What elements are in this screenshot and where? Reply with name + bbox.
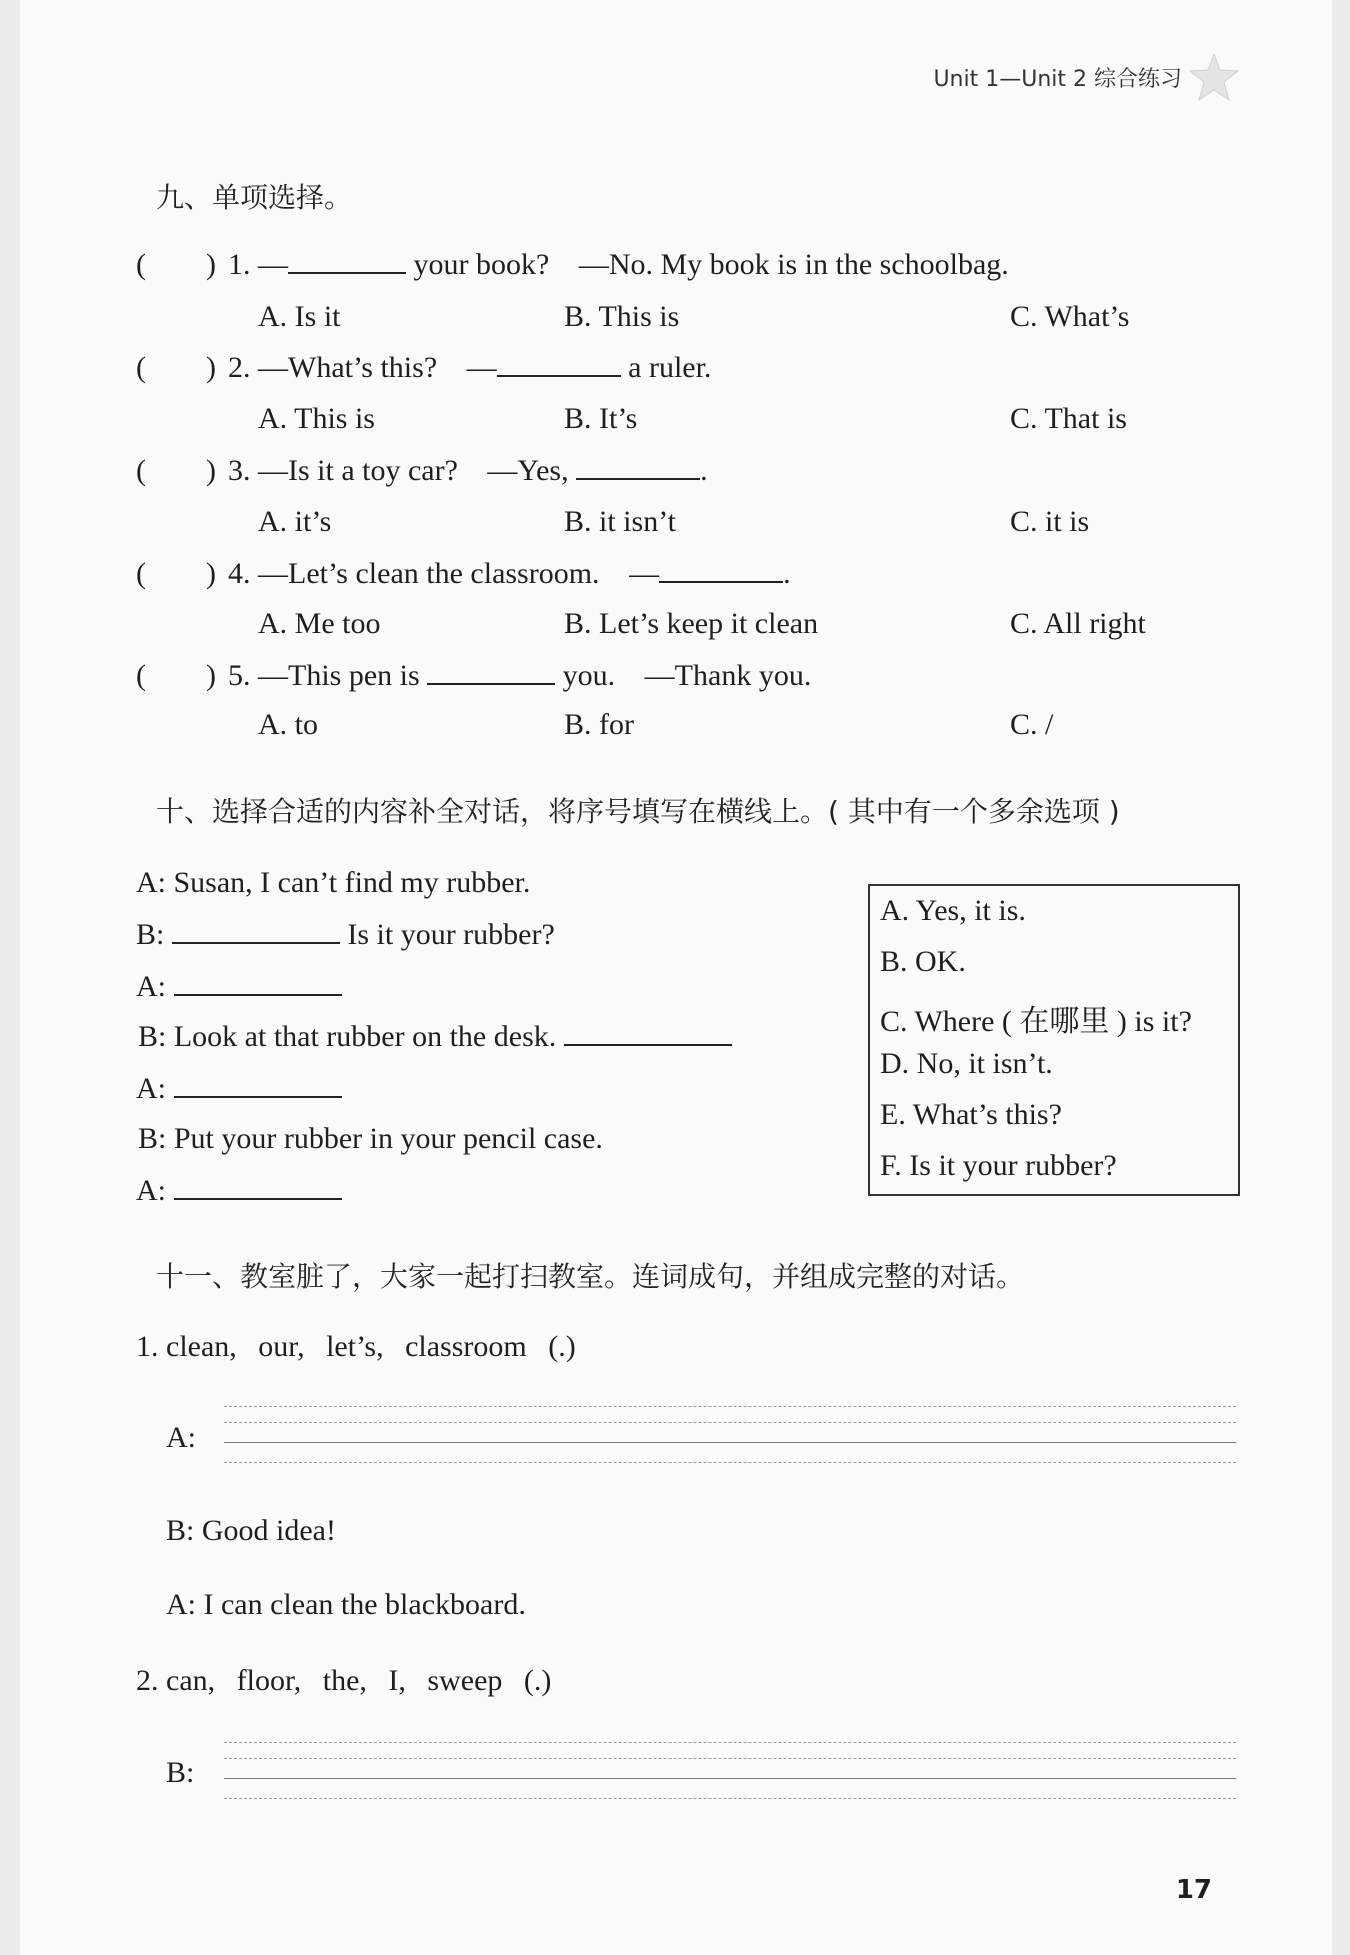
section-9-title: 九、单项选择。 [156, 181, 353, 214]
question-1: 1. — your book? —No. My book is in the schoolbag. [228, 248, 1009, 281]
option-4a: A. Me too [258, 607, 381, 640]
page-number: 17 [1175, 1875, 1212, 1905]
option-1b: B. This is [564, 300, 680, 333]
option-3a: A. it’s [258, 505, 332, 538]
option-box-b: B. OK. [880, 945, 966, 978]
dialog-line-2: B: Is it your rubber? [136, 918, 555, 951]
option-5a: A. to [258, 708, 318, 741]
page-header: Unit 1—Unit 2 综合练习 [933, 67, 1182, 92]
dialog-blank-3[interactable] [564, 1020, 732, 1046]
dialog-blank-5[interactable] [174, 1174, 342, 1200]
option-1c: C. What’s [1010, 300, 1130, 333]
q11-2-writing-lines[interactable] [224, 1742, 1236, 1806]
dialog-blank-2[interactable] [174, 970, 342, 996]
q11-1-answer-label: A: [166, 1421, 196, 1454]
dialog-line-4: B: Look at that rubber on the desk. [138, 1020, 732, 1054]
dialog-line-5: A: [136, 1072, 342, 1106]
dialog-blank-4[interactable] [174, 1072, 342, 1098]
option-5b: B. for [564, 708, 634, 741]
dialog-line-6: B: Put your rubber in your pencil case. [138, 1122, 603, 1155]
blank-5[interactable] [427, 659, 555, 685]
option-2a: A. This is [258, 402, 375, 435]
dialog-line-7: A: [136, 1174, 342, 1208]
option-box-a: A. Yes, it is. [880, 894, 1026, 927]
section-10-title: 十、选择合适的内容补全对话，将序号填写在横线上。( 其中有一个多余选项 ) [156, 795, 1120, 828]
question-5: 5. —This pen is you. —Thank you. [228, 659, 812, 692]
answer-paren-4[interactable]: ( ) [136, 557, 216, 590]
dialog-b-good-idea: B: Good idea! [166, 1514, 336, 1547]
star-icon [1188, 52, 1240, 102]
dialog-a-blackboard: A: I can clean the blackboard. [166, 1588, 526, 1621]
question-2: 2. —What’s this? — a ruler. [228, 351, 712, 384]
option-2b: B. It’s [564, 402, 638, 435]
option-4c: C. All right [1010, 607, 1146, 640]
option-box-c: C. Where ( 在哪里 ) is it? [880, 1005, 1192, 1038]
option-1a: A. Is it [258, 300, 341, 333]
option-3b: B. it isn’t [564, 505, 676, 538]
option-5c: C. / [1010, 708, 1054, 741]
option-box-d: D. No, it isn’t. [880, 1047, 1053, 1080]
options-box [868, 884, 1240, 1196]
workbook-page [20, 0, 1332, 1955]
dialog-blank-1[interactable] [172, 918, 340, 944]
q11-1-words: 1. clean, our, let’s, classroom (.) [136, 1330, 576, 1363]
answer-paren-1[interactable]: ( ) [136, 248, 216, 281]
option-3c: C. it is [1010, 505, 1090, 538]
blank-1[interactable] [288, 248, 406, 274]
answer-paren-3[interactable]: ( ) [136, 454, 216, 487]
question-4: 4. —Let’s clean the classroom. — . [228, 557, 791, 590]
dialog-line-3: A: [136, 970, 342, 1004]
option-box-f: F. Is it your rubber? [880, 1149, 1117, 1182]
answer-paren-5[interactable]: ( ) [136, 659, 216, 692]
q11-2-words: 2. can, floor, the, I, sweep (.) [136, 1664, 552, 1697]
q11-2-answer-label: B: [166, 1756, 195, 1789]
blank-2[interactable] [497, 351, 621, 377]
option-4b: B. Let’s keep it clean [564, 607, 819, 640]
section-11-title: 十一、教室脏了，大家一起打扫教室。连词成句，并组成完整的对话。 [156, 1260, 1025, 1293]
question-3: 3. —Is it a toy car? —Yes, . [228, 454, 708, 487]
q11-1-writing-lines[interactable] [224, 1406, 1236, 1470]
option-2c: C. That is [1010, 402, 1127, 435]
blank-3[interactable] [576, 454, 700, 480]
dialog-line-1: A: Susan, I can’t find my rubber. [136, 866, 531, 899]
blank-4[interactable] [659, 557, 783, 583]
option-box-e: E. What’s this? [880, 1098, 1062, 1131]
answer-paren-2[interactable]: ( ) [136, 351, 216, 384]
